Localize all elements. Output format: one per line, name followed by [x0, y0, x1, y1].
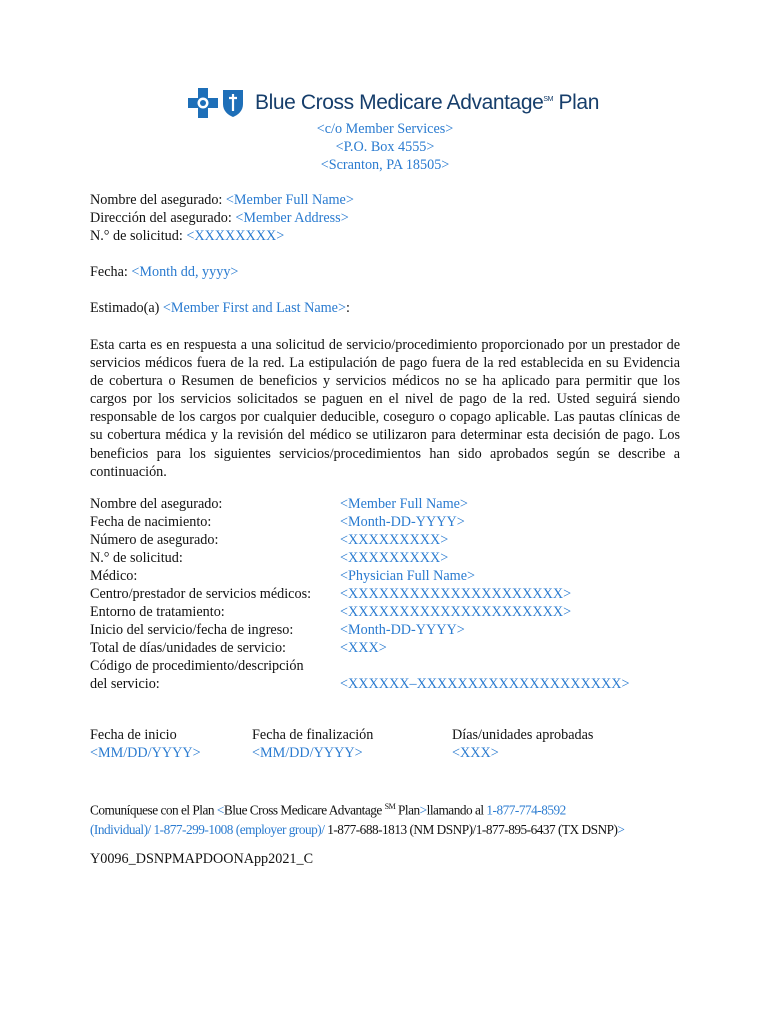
contact-line-1: Comuníquese con el Plan <Blue Cross Medicare Advantage ℠ Plan>llamando al 1-877-774-8592 [90, 802, 566, 818]
address-line: <c/o Member Services> [316, 121, 454, 137]
approved-units-column: Días/unidades aprobadas <XXX> [452, 727, 594, 761]
logo-marks [188, 88, 245, 118]
plan-name: Blue Cross Medicare Advantage℠ Plan [255, 91, 599, 114]
detail-row: Inicio del servicio/fecha de ingreso: <Month-DD-YYYY> [90, 622, 465, 638]
procedure-value: <XXXXXX–XXXXXXXXXXXXXXXXXXXX> [340, 676, 630, 692]
detail-row: N.° de solicitud: <XXXXXXXXX> [90, 550, 449, 566]
detail-row: Nombre del asegurado: <Member Full Name> [90, 496, 468, 512]
phone-individual: 1-877-774-8592 [486, 802, 566, 818]
detail-row: Médico: <Physician Full Name> [90, 568, 476, 584]
plan-logo [188, 86, 599, 120]
blue-cross-icon [188, 88, 218, 118]
greeting: Estimado(a) <Member First and Last Name>: [90, 300, 350, 316]
detail-row: Número de asegurado: <XXXXXXXXX> [90, 532, 449, 548]
details-table [90, 495, 630, 693]
procedure-row [90, 657, 630, 693]
end-date-column: Fecha de finalización <MM/DD/YYYY> [252, 727, 374, 761]
blue-shield-icon [221, 88, 245, 118]
contact-line-2: (Individual)/ 1-877-299-1008 (employer group)/ 1-877-688-1813 (NM DSNP)/1-877-895-6437 (TX DSNP)> [90, 822, 625, 838]
detail-row: Centro/prestador de servicios médicos: <XXXXXXXXXXXXXXXXXXXXX> [90, 586, 572, 602]
request-number-line: N.° de solicitud: <XXXXXXXX> [90, 228, 285, 244]
start-date-column: Fecha de inicio <MM/DD/YYYY> [90, 727, 201, 761]
address-line: <P.O. Box 4555> [335, 139, 435, 155]
member-name-line: Nombre del asegurado: <Member Full Name> [90, 192, 354, 208]
detail-row: Total de días/unidades de servicio: <XXX> [90, 640, 387, 656]
return-address [0, 120, 770, 174]
phone-employer: 1-877-299-1008 (employer group)/ [153, 822, 325, 838]
address-line: <Scranton, PA 18505> [320, 157, 450, 173]
detail-row: Fecha de nacimiento: <Month-DD-YYYY> [90, 514, 465, 530]
body-paragraph: Esta carta es en respuesta a una solicitud de servicio/procedimiento proporcionado por un prestador de servicios médicos fuera de la red. La estipulación de pago fuera de la red establecida en su Evidencia de cobertura o Resumen de beneficios y servicios médicos no se ha aplicado para permitir que los cargos por los servicios solicitados se paguen en el nivel de pago de la red. Usted seguirá siendo responsable de los cargos por cualquier deducible, coseguro o copago aplicable. Las pautas clínicas de su cobertura médica y la revisión del médico se utilizaron para determinar esta decisión de pago. Los beneficios para los siguientes servicios/procedimientos han sido aprobados según se describe a continuación. [90, 337, 680, 480]
procedure-label: Código de procedimiento/descripción del servicio: [90, 658, 304, 692]
date-line: Fecha: <Month dd, yyyy> [90, 264, 239, 280]
detail-row: Entorno de tratamiento: <XXXXXXXXXXXXXXXXXXXXX> [90, 604, 572, 620]
contact-info [90, 797, 730, 840]
member-info-block [90, 191, 354, 245]
member-address-line: Dirección del asegurado: <Member Address> [90, 210, 349, 226]
document-code: Y0096_DSNPMAPDOONApp2021_C [90, 851, 314, 867]
